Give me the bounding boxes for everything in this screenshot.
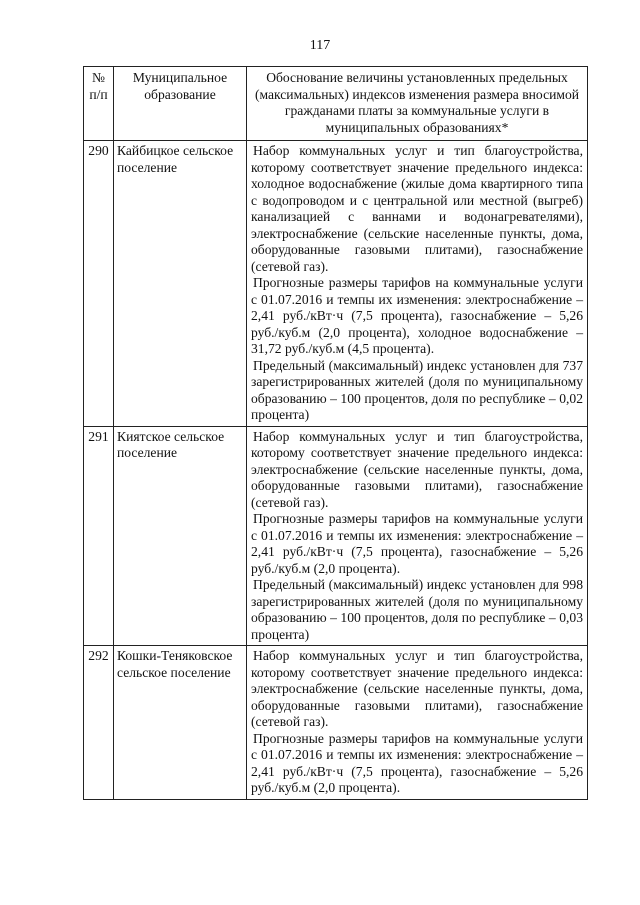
- tariffs-paragraph: Прогнозные размеры тарифов на коммунальные услуги с 01.07.2016 и темпы их изменения: электроснабжение – 2,41 руб./кВт·ч (7,5 процента), газоснабжение – 5,26 руб./куб.м (2,0 процента), холодное водоснабжение – 31,72 руб./куб.м (4,5 процента).: [251, 275, 583, 356]
- residents-paragraph: Предельный (максимальный) индекс установлен для 998 зарегистрированных жителей (доля по муниципальному образованию – 100 процентов, доля по республике – 0,03 процента): [251, 577, 583, 642]
- tariff-index-table: [83, 66, 588, 800]
- municipality-name: Кайбицкое сельское поселение: [114, 141, 247, 427]
- services-paragraph: Набор коммунальных услуг и тип благоустройства, которому соответствует значение предельного индекса: холодное водоснабжение (жилые дома квартирного типа с водопроводом и с центральной или местной (выгреб) канализацией с ваннами и водонагревателями), электроснабжение (сельские населенные пункты, дома, оборудованные газовыми плитами), газоснабжение (сетевой газ).: [251, 143, 583, 274]
- justification-cell: [247, 646, 588, 800]
- tariffs-paragraph: Прогнозные размеры тарифов на коммунальные услуги с 01.07.2016 и темпы их изменения: электроснабжение – 2,41 руб./кВт·ч (7,5 процента), газоснабжение – 5,26 руб./куб.м (2,0 процента).: [251, 730, 583, 795]
- row-number: 291: [84, 426, 114, 646]
- justification-cell: [247, 426, 588, 646]
- table-row: [84, 646, 588, 800]
- row-number: 290: [84, 141, 114, 427]
- row-number: 292: [84, 646, 114, 800]
- residents-paragraph: Предельный (максимальный) индекс установлен для 737 зарегистрированных жителей (доля по муниципальному образованию – 100 процентов, доля по республике – 0,02 процента): [251, 357, 583, 422]
- page-number: 117: [309, 38, 331, 53]
- tariffs-paragraph: Прогнозные размеры тарифов на коммунальные услуги с 01.07.2016 и темпы их изменения: электроснабжение – 2,41 руб./кВт·ч (7,5 процента), газоснабжение – 5,26 руб./куб.м (2,0 процента).: [251, 511, 583, 576]
- services-paragraph: Набор коммунальных услуг и тип благоустройства, которому соответствует значение предельного индекса: электроснабжение (сельские населенные пункты, дома, оборудованные газовыми плитами), газоснабжение (сетевой газ).: [251, 648, 583, 729]
- table-row: [84, 141, 588, 427]
- justification-cell: [247, 141, 588, 427]
- header-num: № п/п: [84, 67, 114, 141]
- table-header-row: [84, 67, 588, 141]
- municipality-name: Кошки-Теняковское сельское поселение: [114, 646, 247, 800]
- header-justification: Обоснование величины установленных предельных (максимальных) индексов изменения размера вносимой гражданами платы за коммунальные услуги в муниципальных образованиях*: [247, 67, 588, 141]
- table-row: [84, 426, 588, 646]
- header-municipality: Муниципальное образование: [114, 67, 247, 141]
- municipality-name: Киятское сельское поселение: [114, 426, 247, 646]
- services-paragraph: Набор коммунальных услуг и тип благоустройства, которому соответствует значение предельного индекса: электроснабжение (сельские населенные пункты, дома, оборудованные газовыми плитами), газоснабжение (сетевой газ).: [251, 428, 583, 510]
